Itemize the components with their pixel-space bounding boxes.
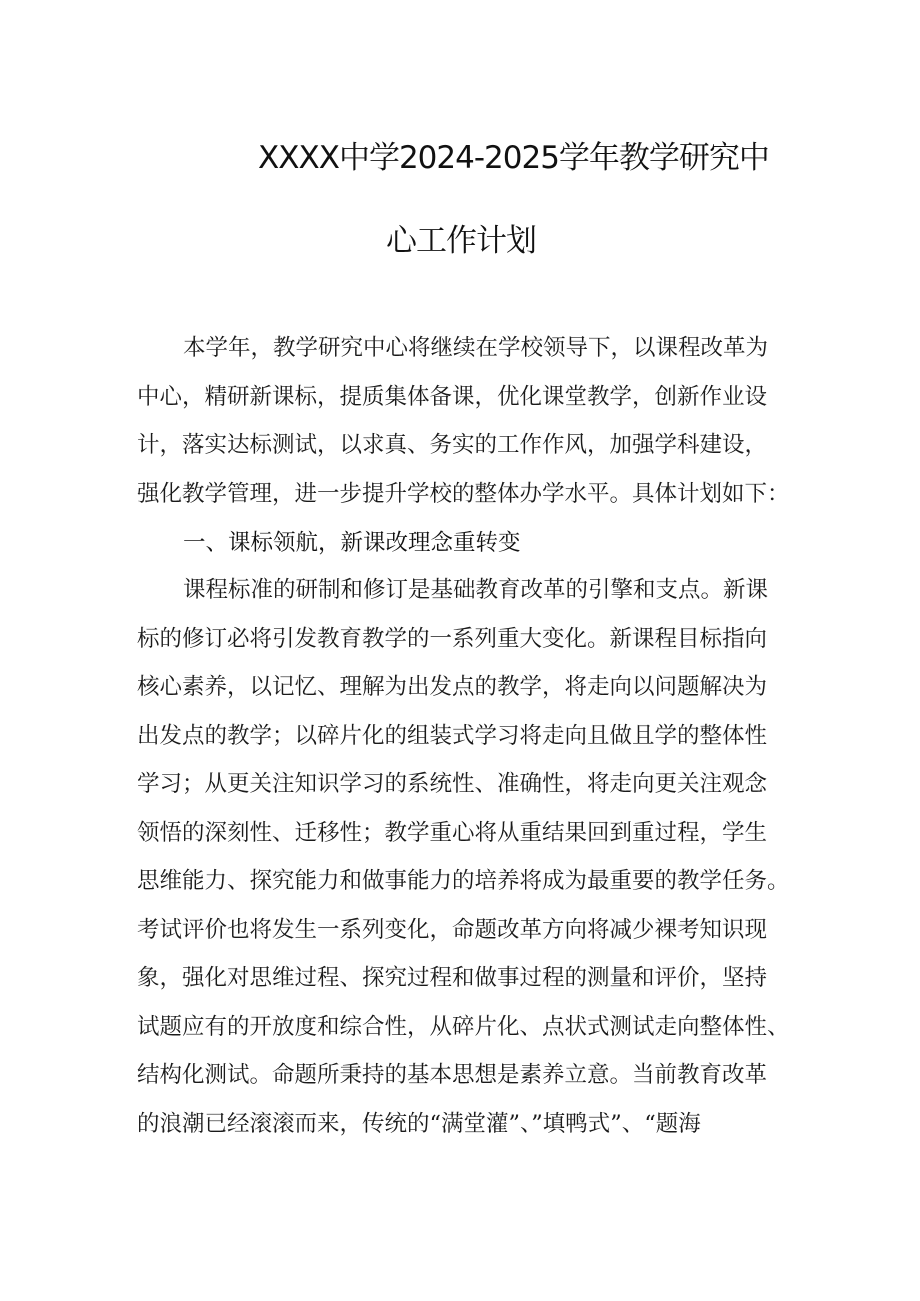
section-1-line: 结构化测试。命题所秉持的基本思想是素养立意。当前教育改革	[137, 1062, 768, 1088]
section-1-line: 出发点的教学；以碎片化的组装式学习将走向且做且学的整体性	[137, 722, 768, 749]
section-1-heading: 一、课标领航，新课改理念重转变	[183, 530, 521, 556]
document-title-line-2: 心工作计划	[386, 223, 536, 259]
intro-line: 计，落实达标测试，以求真、务实的工作作风，加强学科建设，	[137, 432, 768, 458]
section-1-line: 学习；从更关注知识学习的系统性、准确性，将走向更关注观念	[137, 771, 768, 797]
intro-line: 中心，精研新课标，提质集体备课，优化课堂教学，创新作业设	[137, 383, 768, 410]
intro-line: 强化教学管理，进一步提升学校的整体办学水平。具体计划如下：	[137, 480, 790, 507]
section-1-line: 象，强化对思维过程、探究过程和做事过程的测量和评价，坚持	[137, 965, 768, 991]
section-1-line: 标的修订必将引发教育教学的一系列重大变化。新课程目标指向	[137, 625, 768, 652]
section-1-line: 核心素养，以记忆、理解为出发点的教学，将走向以问题解决为	[137, 674, 768, 700]
section-1-line: 的浪潮已经滚滚而来，传统的“满堂灌”、”填鸭式”、“题海	[137, 1110, 701, 1137]
section-1-line: 领悟的深刻性、迁移性；教学重心将从重结果回到重过程，学生	[137, 819, 768, 846]
section-1-line: 试题应有的开放度和综合性，从碎片化、点状式测试走向整体性、	[137, 1013, 790, 1040]
section-1-line: 考试评价也将发生一系列变化，命题改革方向将减少裸考知识现	[137, 916, 768, 943]
section-1-line: 思维能力、探究能力和做事能力的培养将成为最重要的教学任务。	[137, 868, 790, 894]
section-1-paragraph	[137, 566, 797, 1148]
intro-line: 本学年，教学研究中心将继续在学校领导下，以课程改革为	[183, 335, 769, 361]
section-1-line: 课程标准的研制和修订是基础教育改革的引擎和支点。新课	[183, 577, 769, 603]
document-title-line-1: XXXX中学2024-2025学年教学研究中	[258, 140, 769, 176]
intro-paragraph	[137, 324, 797, 518]
